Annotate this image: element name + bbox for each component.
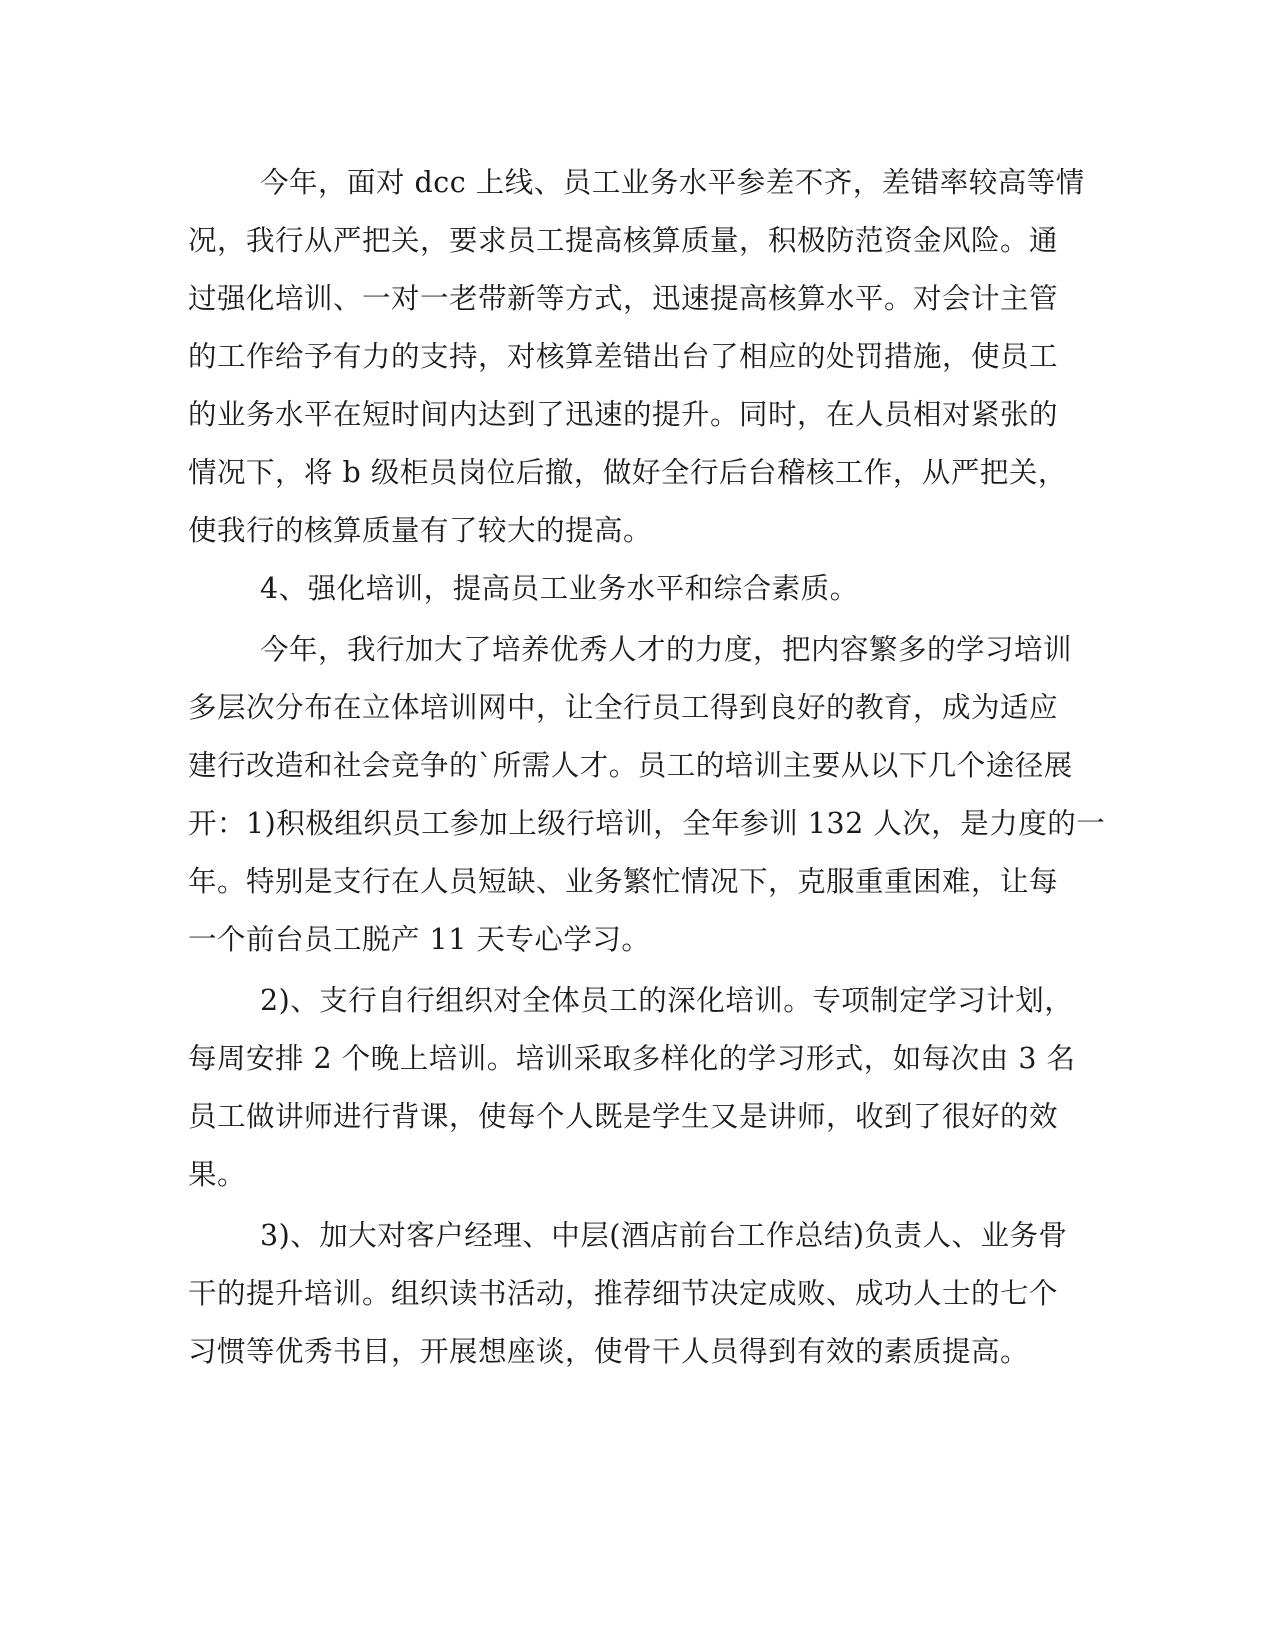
paragraph-4-line-1: 3)、加大对客户经理、中层(酒店前台工作总结)负责人、业务骨 (260, 1219, 1068, 1252)
paragraph-3-line-1: 2)、支行自行组织对全体员工的深化培训。专项制定学习计划， (260, 984, 1074, 1017)
paragraph-2-line-1: 今年，我行加大了培养优秀人才的力度，把内容繁多的学习培训 (260, 633, 1073, 666)
paragraph-3-line-4: 果。 (188, 1158, 247, 1191)
paragraph-2-line-5: 年。特别是支行在人员短缺、业务繁忙情况下，克服重重困难，让每 (188, 865, 1059, 898)
paragraph-3-line-3: 员工做讲师进行背课，使每个人既是学生又是讲师，收到了很好的效 (188, 1100, 1059, 1133)
paragraph-1-line-4: 的工作给予有力的支持，对核算差错出台了相应的处罚措施，使员工 (188, 340, 1059, 373)
section-heading-4: 4、强化培训，提高员工业务水平和综合素质。 (260, 572, 859, 605)
paragraph-4-line-2: 干的提升培训。组织读书活动，推荐细节决定成败、成功人士的七个 (188, 1277, 1059, 1310)
paragraph-1-line-1: 今年，面对 dcc 上线、员工业务水平参差不齐，差错率较高等情 (260, 166, 1085, 199)
paragraph-1-line-7: 使我行的核算质量有了较大的提高。 (188, 514, 653, 547)
paragraph-2-line-6: 一个前台员工脱产 11 天专心学习。 (188, 923, 651, 956)
paragraph-1-line-5: 的业务水平在短时间内达到了迅速的提升。同时，在人员相对紧张的 (188, 398, 1059, 431)
paragraph-4-line-3: 习惯等优秀书目，开展想座谈，使骨干人员得到有效的素质提高。 (188, 1335, 1030, 1368)
paragraph-2-line-2: 多层次分布在立体培训网中，让全行员工得到良好的教育，成为适应 (188, 691, 1059, 724)
paragraph-1-line-2: 况，我行从严把关，要求员工提高核算质量，积极防范资金风险。通 (188, 224, 1059, 257)
paragraph-2-line-4: 开：1)积极组织员工参加上级行培训，全年参训 132 人次，是力度的一 (188, 807, 1106, 840)
paragraph-1-line-3: 过强化培训、一对一老带新等方式，迅速提高核算水平。对会计主管 (188, 282, 1059, 315)
paragraph-1-line-6: 情况下，将 b 级柜员岗位后撤，做好全行后台稽核工作，从严把关， (188, 456, 1067, 489)
paragraph-3-line-2: 每周安排 2 个晚上培训。培训采取多样化的学习形式，如每次由 3 名 (188, 1042, 1076, 1075)
paragraph-2-line-3: 建行改造和社会竞争的`所需人才。员工的培训主要从以下几个途径展 (188, 749, 1073, 782)
